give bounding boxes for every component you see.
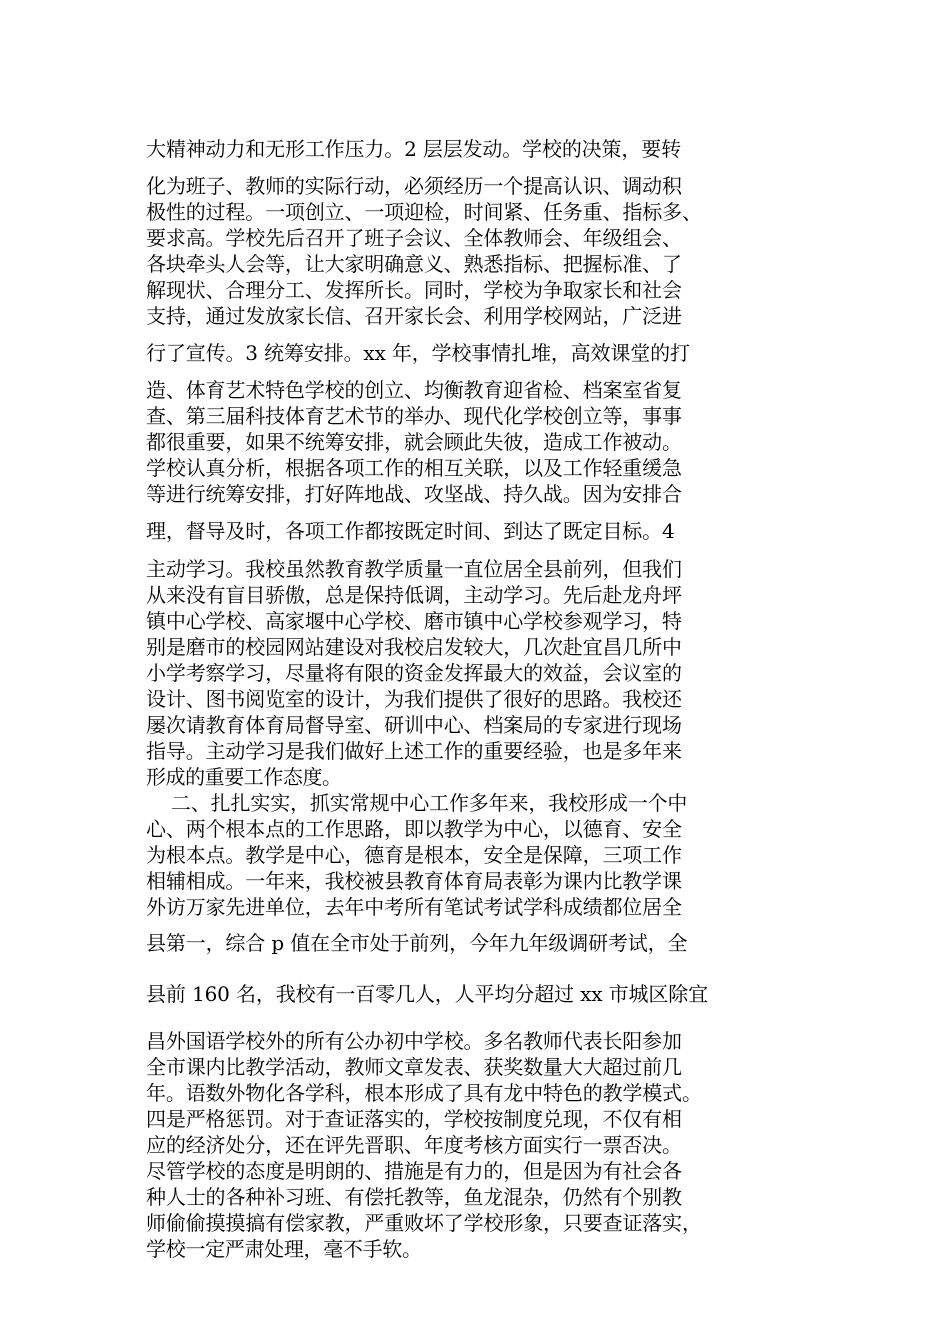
text-line: 行了宣传。3 统筹安排。xx 年，学校事情扎堆，高效课堂的打 bbox=[146, 341, 690, 365]
text-line: 查、第三届科技体育艺术节的举办、现代化学校创立等，事事 bbox=[146, 404, 682, 428]
text-line: 支持，通过发放家长信、召开家长会、利用学校网站，广泛进 bbox=[146, 304, 682, 328]
text-line: 昌外国语学校外的所有公办初中学校。多名教师代表长阳参加 bbox=[146, 1029, 682, 1053]
text-line: 学校一定严肃处理，毫不手软。 bbox=[146, 1237, 422, 1261]
text-line: 解现状、合理分工、发挥所长。同时，学校为争取家长和社会 bbox=[146, 278, 682, 302]
text-line: 四是严格惩罚。对于查证落实的，学校按制度兑现，不仅有相 bbox=[146, 1107, 682, 1131]
text-line: 二、扎扎实实，抓实常规中心工作多年来，我校形成一个中 bbox=[146, 791, 688, 815]
text-line: 应的经济处分，还在评先晋职、年度考核方面实行一票否决。 bbox=[146, 1133, 682, 1157]
text-line: 造、体育艺术特色学校的创立、均衡教育迎省检、档案室省复 bbox=[146, 378, 682, 402]
text-line: 形成的重要工作态度。 bbox=[146, 765, 342, 789]
text-line: 都很重要，如果不统筹安排，就会顾此失彼，造成工作被动。 bbox=[146, 430, 682, 454]
text-line: 从来没有盲目骄傲，总是保持低调，主动学习。先后赴龙舟坪 bbox=[146, 583, 682, 607]
text-line: 要求高。学校先后召开了班子会议、全体教师会、年级组会、 bbox=[146, 226, 682, 250]
text-line: 设计、图书阅览室的设计，为我们提供了很好的思路。我校还 bbox=[146, 687, 682, 711]
text-line: 师偷偷摸摸搞有偿家教，严重败坏了学校形象，只要查证落实， bbox=[146, 1211, 702, 1235]
text-line: 县前 160 名，我校有一百零几人，人平均分超过 xx 市城区除宜 bbox=[146, 982, 709, 1006]
text-line: 学校认真分析，根据各项工作的相互关联，以及工作轻重缓急 bbox=[146, 456, 682, 480]
text-line: 年。语数外物化各学科，根本形成了具有龙中特色的教学模式。 bbox=[146, 1081, 702, 1105]
text-line: 极性的过程。一项创立、一项迎检，时间紧、任务重、指标多、 bbox=[146, 200, 702, 224]
text-line: 大精神动力和无形工作压力。2 层层发动。学校的决策，要转 bbox=[146, 137, 681, 161]
text-line: 心、两个根本点的工作思路，即以教学为中心，以德育、安全 bbox=[146, 817, 682, 841]
text-line: 镇中心学校、高家堰中心学校、磨市镇中心学校参观学习，特 bbox=[146, 609, 682, 633]
text-line: 为根本点。教学是中心，德育是根本，安全是保障，三项工作 bbox=[146, 843, 682, 867]
text-line: 别是磨市的校园网站建设对我校启发较大，几次赴宜昌几所中 bbox=[146, 635, 682, 659]
text-line: 外访万家先进单位，去年中考所有笔试考试学科成绩都位居全 bbox=[146, 895, 682, 919]
text-line: 全市课内比教学活动，教师文章发表、获奖数量大大超过前几 bbox=[146, 1055, 682, 1079]
text-line: 等进行统筹安排，打好阵地战、攻坚战、持久战。因为安排合 bbox=[146, 482, 682, 506]
text-line: 化为班子、教师的实际行动，必须经历一个提高认识、调动积 bbox=[146, 174, 682, 198]
text-line: 县第一，综合 p 值在全市处于前列，今年九年级调研考试，全 bbox=[146, 931, 688, 955]
text-line: 各块牵头人会等，让大家明确意义、熟悉指标、把握标准、了 bbox=[146, 252, 682, 276]
text-line: 种人士的各种补习班、有偿托教等，鱼龙混杂，仍然有个别教 bbox=[146, 1185, 682, 1209]
text-line: 理，督导及时，各项工作都按既定时间、到达了既定目标。4 bbox=[146, 519, 675, 543]
text-line: 小学考察学习，尽量将有限的资金发挥最大的效益，会议室的 bbox=[146, 661, 682, 685]
text-line: 屡次请教育体育局督导室、研训中心、档案局的专家进行现场 bbox=[146, 713, 682, 737]
text-line: 主动学习。我校虽然教育教学质量一直位居全县前列，但我们 bbox=[146, 557, 682, 581]
text-line: 相辅相成。一年来，我校被县教育体育局表彰为课内比教学课 bbox=[146, 869, 682, 893]
text-line: 尽管学校的态度是明朗的、措施是有力的，但是因为有社会各 bbox=[146, 1159, 682, 1183]
text-line: 指导。主动学习是我们做好上述工作的重要经验，也是多年来 bbox=[146, 739, 682, 763]
